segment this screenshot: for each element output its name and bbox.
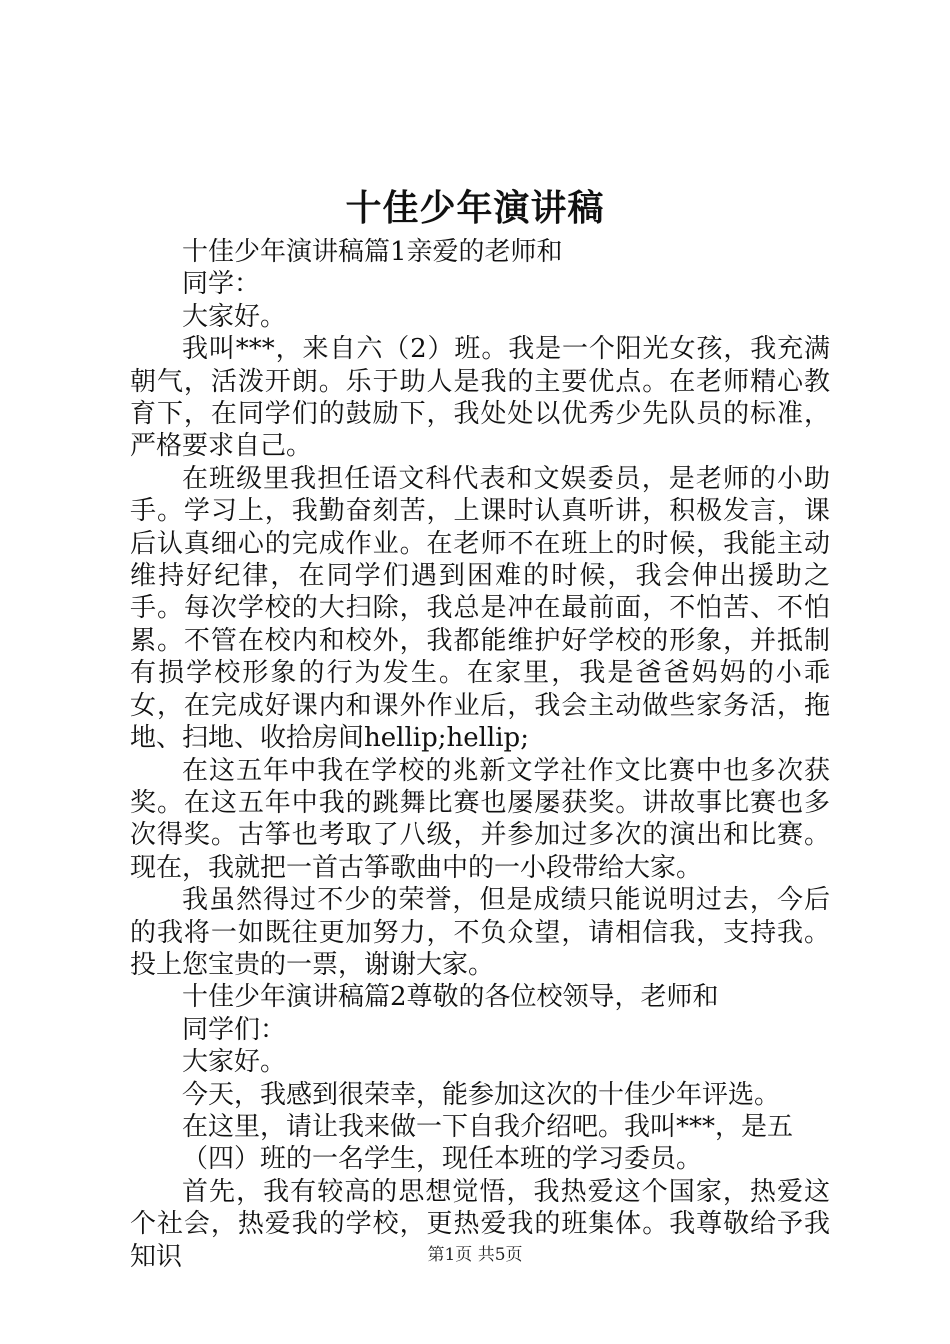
document-title: 十佳少年演讲稿 [345, 187, 605, 229]
paragraph: 大家好。 [182, 301, 287, 332]
page-number-footer: 第1页 共5页 [427, 1245, 523, 1265]
paragraph: 在这五年中我在学校的兆新文学社作文比赛中也多次获奖。在这五年中我的跳舞比赛也屡屡获奖。讲故事比赛也多次得奖。古筝也考取了八级，并参加过多次的演出和比赛。现在，我就把一首古筝歌曲中的一小段带给大家。 [130, 755, 830, 883]
paragraph: 在这里，请让我来做一下自我介绍吧。我叫***，是五 [182, 1111, 794, 1142]
paragraph: 同学： [182, 269, 261, 300]
paragraph: 大家好。 [182, 1047, 287, 1078]
paragraph: 今天，我感到很荣幸，能参加这次的十佳少年评选。 [182, 1079, 781, 1110]
paragraph: 我虽然得过不少的荣誉，但是成绩只能说明过去，今后的我将一如既往更加努力，不负众望，请相信我，支持我。投上您宝贵的一票，谢谢大家。 [130, 885, 830, 980]
paragraph: 同学们： [182, 1014, 287, 1045]
paragraph: 在班级里我担任语文科代表和文娱委员，是老师的小助手。学习上，我勤奋刻苦，上课时认真听讲，积极发言，课后认真细心的完成作业。在老师不在班上的时候，我能主动维持好纪律，在同学们遇到困难的时候，我会伸出援助之手。每次学校的大扫除，我总是冲在最前面，不怕苦、不怕累。不管在校内和校外，我都能维护好学校的形象，并抵制有损学校形象的行为发生。在家里，我是爸爸妈妈的小乖女，在完成好课内和课外作业后，我会主动做些家务活，拖地、扫地、收拾房间hellip;hellip; [130, 463, 830, 754]
paragraph: （四）班的一名学生，现任本班的学习委员。 [182, 1144, 703, 1175]
document-body [130, 236, 830, 1273]
paragraph: 我叫***，来自六（2）班。我是一个阳光女孩，我充满朝气，活泼开朗。乐于助人是我的主要优点。在老师精心教育下，在同学们的鼓励下，我处处以优秀少先队员的标准，严格要求自己。 [130, 334, 830, 462]
paragraph: 十佳少年演讲稿篇2尊敬的各位校领导，老师和 [182, 982, 719, 1013]
paragraph: 十佳少年演讲稿篇1亲爱的老师和 [182, 237, 563, 267]
paragraph: 首先，我有较高的思想觉悟，我热爱这个国家，热爱这个社会，热爱我的学校，更热爱我的班集体。我尊敬给予我知识 [130, 1176, 830, 1272]
